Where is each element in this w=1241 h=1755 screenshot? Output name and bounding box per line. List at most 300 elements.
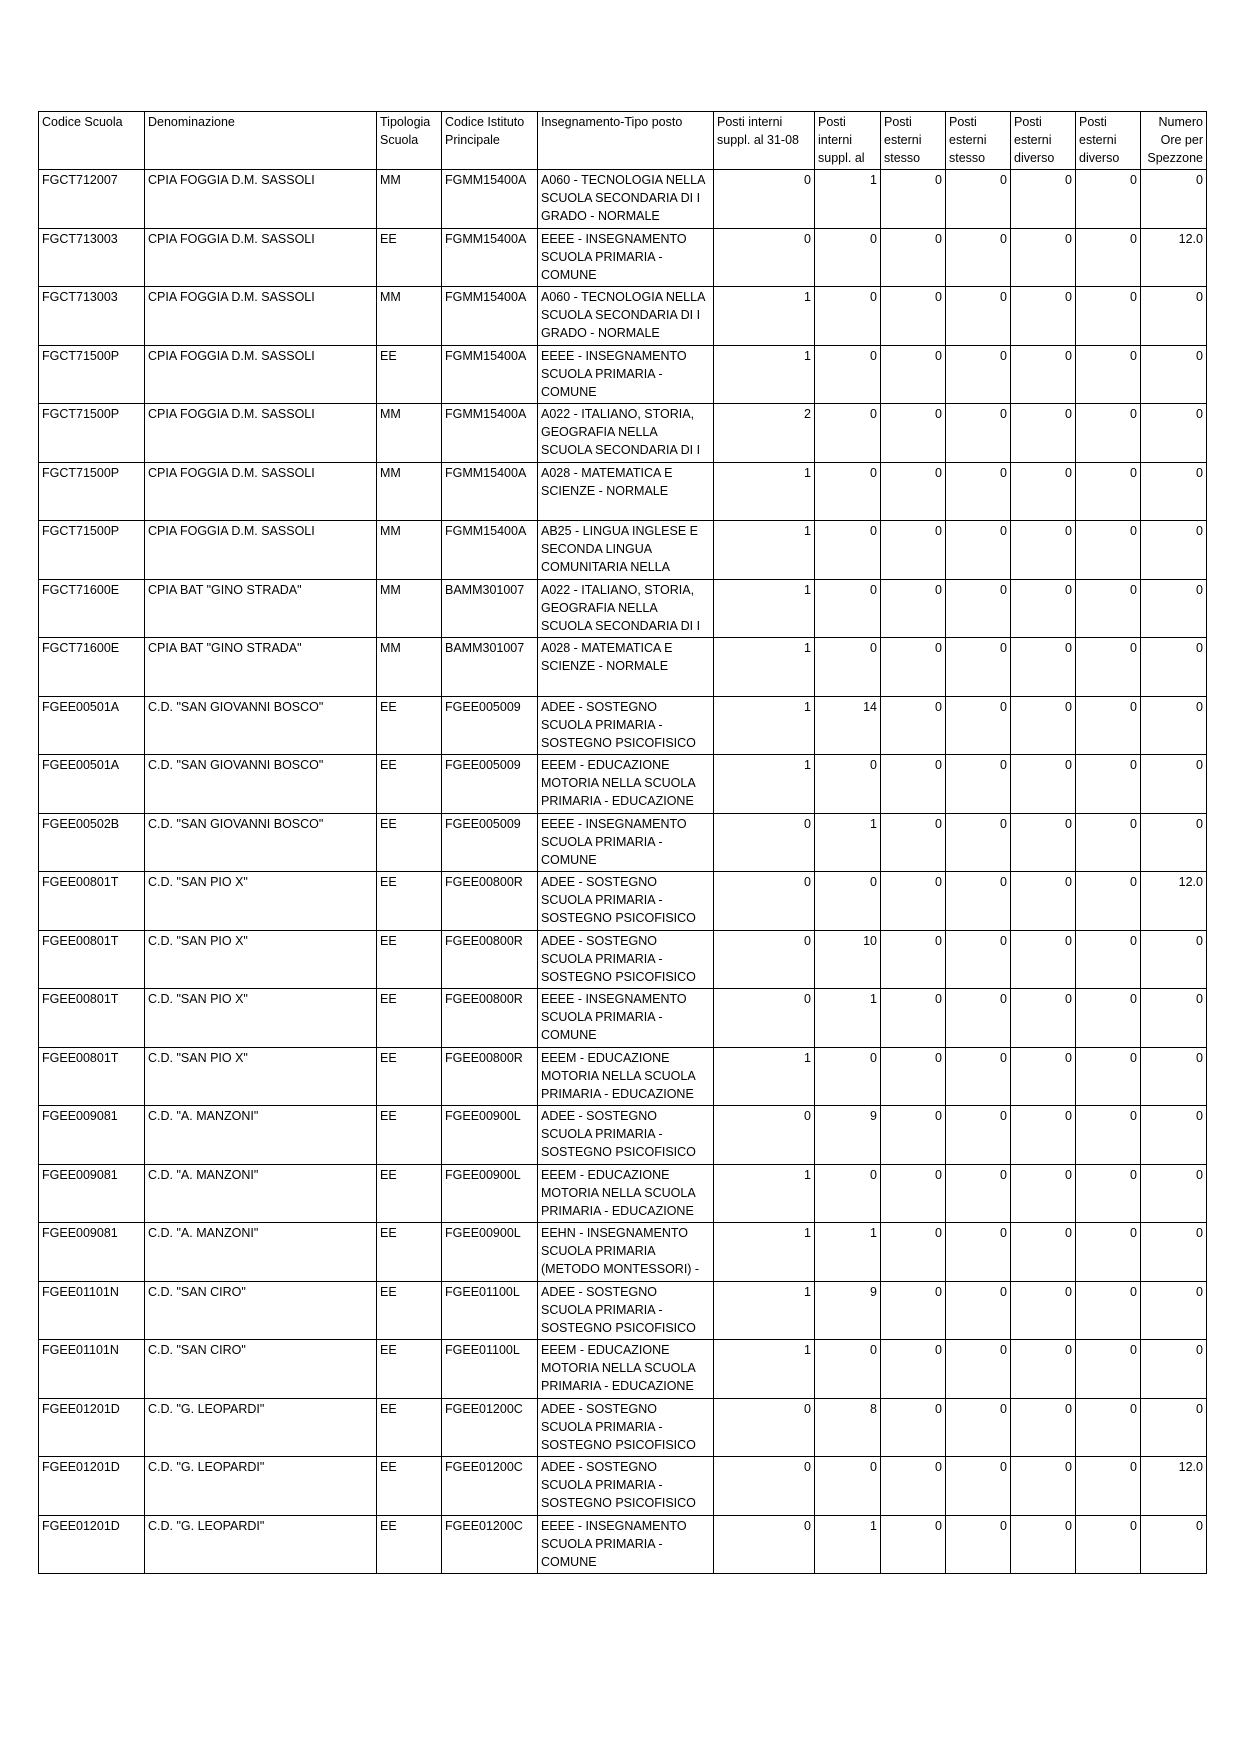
cell-value: CPIA FOGGIA D.M. SASSOLI: [148, 465, 315, 480]
cell-value: 0: [870, 407, 877, 421]
cell-esterni-diverso-1: [1011, 228, 1076, 287]
cell-value: 1: [870, 1226, 877, 1240]
cell-ore: [1141, 1515, 1207, 1574]
cell-istituto: [442, 579, 538, 638]
cell-value: C.D. "G. LEOPARDI": [148, 1460, 265, 1474]
cell-insegnamento: [538, 1457, 714, 1516]
cell-value: 1: [804, 1226, 811, 1240]
cell-value: 1: [870, 173, 877, 187]
cell-esterni-stesso-1: [881, 170, 946, 229]
cell-value: FGEE009081: [42, 1109, 118, 1123]
cell-value: FGCT712007: [42, 173, 118, 187]
cell-value: 0: [935, 524, 942, 538]
cell-value: CPIA FOGGIA D.M. SASSOLI: [148, 524, 315, 538]
cell-codice: [39, 1164, 145, 1223]
cell-esterni-stesso-1: [881, 872, 946, 931]
cell-interni-suppl-al: [815, 755, 881, 814]
cell-value: C.D. "SAN PIO X": [148, 875, 248, 889]
cell-tipologia: [377, 170, 442, 229]
cell-tipologia: [377, 1106, 442, 1165]
cell-interni-suppl: [714, 1340, 815, 1399]
cell-value: C.D. "SAN CIRO": [148, 1284, 246, 1299]
cell-value: EE: [380, 1460, 397, 1474]
cell-istituto: [442, 345, 538, 404]
table-row: [39, 579, 1207, 638]
cell-value: 0: [935, 1050, 942, 1065]
cell-value: C.D. "G. LEOPARDI": [148, 1518, 265, 1533]
cell-value: 1: [804, 524, 811, 538]
table-row: [39, 638, 1207, 697]
cell-value: 0: [1130, 1050, 1137, 1065]
cell-codice: [39, 170, 145, 229]
cell-tipologia: [377, 345, 442, 404]
cell-ore: [1141, 170, 1207, 229]
cell-value: EE: [380, 348, 397, 363]
cell-value: 0: [1000, 231, 1007, 246]
cell-ore: [1141, 579, 1207, 638]
cell-value: 0: [935, 1109, 942, 1123]
cell-value: 0: [935, 582, 942, 597]
cell-value: 1: [804, 1284, 811, 1299]
cell-esterni-stesso-2: [946, 521, 1011, 580]
cell-value: 0: [935, 699, 942, 714]
cell-value: FGEE01201D: [42, 1401, 120, 1416]
cell-esterni-stesso-2: [946, 930, 1011, 989]
cell-value: 0: [1130, 1460, 1137, 1474]
cell-denominazione: [145, 1340, 377, 1399]
cell-ore: [1141, 755, 1207, 814]
cell-value: 9: [870, 1109, 877, 1123]
cell-insegnamento: [538, 1223, 714, 1282]
cell-denominazione: [145, 813, 377, 872]
cell-codice: [39, 755, 145, 814]
cell-value: EE: [380, 231, 397, 246]
cell-insegnamento: [538, 521, 714, 580]
cell-interni-suppl: [714, 1281, 815, 1340]
cell-value: FGEE01201D: [42, 1518, 120, 1533]
cell-denominazione: [145, 638, 377, 697]
cell-value: 0: [1065, 992, 1072, 1006]
cell-insegnamento: [538, 345, 714, 404]
cell-value: 0: [1130, 1401, 1137, 1416]
cell-value: C.D. "SAN GIOVANNI BOSCO": [148, 816, 324, 831]
cell-value: FGEE01200C: [445, 1401, 523, 1416]
cell-value: EE: [380, 1050, 397, 1065]
cell-ore: [1141, 1340, 1207, 1399]
table-row: [39, 1398, 1207, 1457]
cell-value: EE: [380, 1226, 397, 1240]
cell-istituto: [442, 872, 538, 931]
cell-value: 0: [1130, 1284, 1137, 1299]
cell-denominazione: [145, 579, 377, 638]
cell-codice: [39, 1457, 145, 1516]
cell-value: FGEE00800R: [445, 933, 523, 948]
cell-insegnamento: [538, 1106, 714, 1165]
cell-denominazione: [145, 404, 377, 463]
cell-interni-suppl-al: [815, 813, 881, 872]
cell-value: 0: [1130, 407, 1137, 421]
cell-tipologia: [377, 521, 442, 580]
cell-esterni-diverso-2: [1076, 287, 1141, 346]
cell-denominazione: [145, 872, 377, 931]
cell-value: MM: [380, 465, 401, 480]
cell-value: CPIA FOGGIA D.M. SASSOLI: [148, 407, 315, 421]
cell-value: 0: [935, 290, 942, 304]
cell-value: 0: [804, 1518, 811, 1533]
cell-value: BAMM301007: [445, 582, 525, 597]
cell-codice: [39, 1515, 145, 1574]
cell-value: 1: [804, 348, 811, 363]
cell-value: FGEE01100L: [445, 1343, 520, 1357]
cell-value: 0: [1065, 933, 1072, 948]
cell-value: FGEE01201D: [42, 1460, 120, 1474]
cell-interni-suppl: [714, 872, 815, 931]
cell-value: ADEE - SOSTEGNO SCUOLA PRIMARIA - SOSTEGNO PSICOFISICO: [541, 1401, 696, 1452]
cell-value: 0: [1000, 875, 1007, 889]
cell-tipologia: [377, 930, 442, 989]
cell-value: 0: [870, 231, 877, 246]
cell-esterni-stesso-2: [946, 755, 1011, 814]
cell-interni-suppl: [714, 1515, 815, 1574]
column-header-denominazione: Denominazione: [145, 112, 377, 170]
cell-value: 0: [1065, 1167, 1072, 1182]
cell-ore: [1141, 521, 1207, 580]
cell-esterni-diverso-1: [1011, 1106, 1076, 1165]
table-row: [39, 813, 1207, 872]
cell-istituto: [442, 404, 538, 463]
cell-value: EEEE - INSEGNAMENTO SCUOLA PRIMARIA - COMUNE: [541, 816, 687, 867]
column-header-insegnamento: Insegnamento-Tipo posto: [538, 112, 714, 170]
cell-ore: [1141, 404, 1207, 463]
cell-value: 0: [1065, 231, 1072, 246]
cell-value: 0: [1196, 1050, 1203, 1065]
cell-value: 0: [1065, 1226, 1072, 1240]
cell-value: MM: [380, 290, 401, 304]
cell-value: BAMM301007: [445, 641, 525, 655]
table-row: [39, 1106, 1207, 1165]
cell-value: EEEE - INSEGNAMENTO SCUOLA PRIMARIA - COMUNE: [541, 992, 687, 1042]
cell-interni-suppl: [714, 1106, 815, 1165]
cell-insegnamento: [538, 696, 714, 755]
cell-value: 0: [1000, 641, 1007, 655]
cell-value: 0: [1130, 173, 1137, 187]
cell-interni-suppl: [714, 638, 815, 697]
cell-insegnamento: [538, 1047, 714, 1106]
cell-ore: [1141, 1047, 1207, 1106]
cell-value: 0: [1000, 465, 1007, 480]
cell-value: 0: [1065, 1518, 1072, 1533]
cell-esterni-stesso-1: [881, 1457, 946, 1516]
cell-value: 12.0: [1178, 1460, 1203, 1474]
cell-value: ADEE - SOSTEGNO SCUOLA PRIMARIA - SOSTEGNO PSICOFISICO: [541, 1284, 696, 1335]
cell-esterni-stesso-2: [946, 1340, 1011, 1399]
cell-istituto: [442, 1398, 538, 1457]
cell-interni-suppl: [714, 170, 815, 229]
cell-value: FGEE009081: [42, 1167, 118, 1182]
cell-esterni-diverso-2: [1076, 1223, 1141, 1282]
cell-value: 12.0: [1178, 875, 1203, 889]
cell-interni-suppl: [714, 579, 815, 638]
cell-insegnamento: [538, 1398, 714, 1457]
cell-value: EE: [380, 1401, 397, 1416]
cell-insegnamento: [538, 813, 714, 872]
cell-value: A060 - TECNOLOGIA NELLA SCUOLA SECONDARIA DI I GRADO - NORMALE: [541, 290, 705, 340]
cell-esterni-diverso-1: [1011, 1398, 1076, 1457]
cell-interni-suppl: [714, 1223, 815, 1282]
cell-tipologia: [377, 1281, 442, 1340]
cell-esterni-diverso-1: [1011, 813, 1076, 872]
cell-value: 0: [1130, 1167, 1137, 1182]
cell-value: 0: [804, 875, 811, 889]
cell-ore: [1141, 989, 1207, 1048]
cell-value: 0: [935, 173, 942, 187]
cell-ore: [1141, 462, 1207, 521]
cell-interni-suppl: [714, 404, 815, 463]
cell-value: 0: [1196, 582, 1203, 597]
cell-value: C.D. "SAN PIO X": [148, 933, 248, 948]
cell-value: MM: [380, 641, 401, 655]
cell-value: CPIA BAT "GINO STRADA": [148, 641, 302, 655]
cell-esterni-diverso-1: [1011, 579, 1076, 638]
cell-tipologia: [377, 872, 442, 931]
cell-interni-suppl: [714, 1164, 815, 1223]
cell-value: 0: [1196, 933, 1203, 948]
cell-interni-suppl-al: [815, 287, 881, 346]
column-header-ore: Numero Ore per Spezzone: [1141, 112, 1207, 170]
cell-interni-suppl: [714, 989, 815, 1048]
header-row: [39, 112, 1207, 170]
cell-value: 0: [1065, 290, 1072, 304]
cell-esterni-diverso-1: [1011, 1047, 1076, 1106]
cell-value: FGMM15400A: [445, 524, 527, 538]
cell-value: 0: [1000, 699, 1007, 714]
cell-interni-suppl: [714, 1457, 815, 1516]
cell-esterni-stesso-2: [946, 696, 1011, 755]
cell-codice: [39, 579, 145, 638]
cell-esterni-diverso-2: [1076, 1340, 1141, 1399]
column-header-esterni-stesso-2: Posti esterni stesso: [946, 112, 1011, 170]
cell-value: 0: [1065, 875, 1072, 889]
cell-esterni-diverso-2: [1076, 813, 1141, 872]
cell-esterni-stesso-2: [946, 404, 1011, 463]
cell-value: FGEE01200C: [445, 1518, 523, 1533]
cell-denominazione: [145, 228, 377, 287]
cell-esterni-diverso-1: [1011, 1457, 1076, 1516]
cell-value: 0: [1065, 582, 1072, 597]
cell-esterni-stesso-2: [946, 345, 1011, 404]
cell-codice: [39, 1223, 145, 1282]
cell-value: 0: [1065, 1343, 1072, 1357]
cell-value: CPIA FOGGIA D.M. SASSOLI: [148, 231, 315, 246]
cell-insegnamento: [538, 462, 714, 521]
table-row: [39, 1340, 1207, 1399]
cell-tipologia: [377, 1398, 442, 1457]
column-header-interni-suppl-al: Posti interni suppl. al: [815, 112, 881, 170]
cell-value: FGEE00801T: [42, 992, 119, 1006]
cell-esterni-stesso-1: [881, 638, 946, 697]
cell-value: FGMM15400A: [445, 231, 527, 246]
cell-esterni-stesso-1: [881, 521, 946, 580]
cell-value: EE: [380, 1109, 397, 1123]
cell-value: 0: [870, 465, 877, 480]
cell-value: MM: [380, 407, 401, 421]
cell-denominazione: [145, 170, 377, 229]
cell-value: 0: [1130, 1109, 1137, 1123]
cell-value: C.D. "SAN CIRO": [148, 1343, 246, 1357]
table-row: [39, 989, 1207, 1048]
cell-value: 8: [870, 1401, 877, 1416]
cell-interni-suppl-al: [815, 1047, 881, 1106]
cell-value: 1: [804, 758, 811, 772]
posti-table-container: [38, 111, 1207, 1574]
cell-value: 0: [1196, 290, 1203, 304]
cell-value: MM: [380, 582, 401, 597]
cell-value: C.D. "SAN PIO X": [148, 992, 248, 1006]
cell-value: 0: [1196, 699, 1203, 714]
cell-value: 0: [804, 1401, 811, 1416]
cell-value: EE: [380, 1167, 397, 1182]
cell-value: 0: [1196, 992, 1203, 1006]
column-header-interni-suppl: Posti interni suppl. al 31-08: [714, 112, 815, 170]
cell-value: 0: [804, 1460, 811, 1474]
cell-codice: [39, 345, 145, 404]
cell-interni-suppl-al: [815, 404, 881, 463]
cell-esterni-stesso-2: [946, 1047, 1011, 1106]
cell-value: FGCT71500P: [42, 465, 120, 480]
cell-value: 0: [804, 933, 811, 948]
cell-esterni-stesso-1: [881, 579, 946, 638]
cell-insegnamento: [538, 872, 714, 931]
cell-esterni-diverso-1: [1011, 1340, 1076, 1399]
cell-interni-suppl: [714, 813, 815, 872]
cell-interni-suppl: [714, 462, 815, 521]
cell-ore: [1141, 1106, 1207, 1165]
cell-value: 0: [1000, 1343, 1007, 1357]
cell-esterni-stesso-1: [881, 930, 946, 989]
cell-value: 0: [1000, 992, 1007, 1006]
cell-esterni-stesso-2: [946, 228, 1011, 287]
cell-esterni-diverso-1: [1011, 755, 1076, 814]
cell-value: EEHN - INSEGNAMENTO SCUOLA PRIMARIA (METODO MONTESSORI) -: [541, 1226, 700, 1276]
cell-istituto: [442, 1047, 538, 1106]
cell-interni-suppl-al: [815, 521, 881, 580]
table-body: [39, 170, 1207, 1574]
cell-value: EE: [380, 933, 397, 948]
cell-value: 0: [870, 1167, 877, 1182]
cell-value: FGEE00800R: [445, 1050, 523, 1065]
cell-value: FGEE01200C: [445, 1460, 523, 1474]
cell-value: 1: [870, 816, 877, 831]
cell-esterni-diverso-1: [1011, 1164, 1076, 1223]
cell-value: CPIA FOGGIA D.M. SASSOLI: [148, 173, 315, 187]
cell-value: EE: [380, 758, 397, 772]
cell-istituto: [442, 989, 538, 1048]
cell-tipologia: [377, 1164, 442, 1223]
cell-ore: [1141, 1281, 1207, 1340]
cell-istituto: [442, 170, 538, 229]
cell-value: 0: [1130, 348, 1137, 363]
cell-value: 1: [870, 992, 877, 1006]
cell-value: FGEE009081: [42, 1226, 118, 1240]
cell-value: FGEE005009: [445, 699, 521, 714]
cell-denominazione: [145, 1457, 377, 1516]
cell-esterni-stesso-1: [881, 1340, 946, 1399]
cell-ore: [1141, 638, 1207, 697]
cell-value: 0: [1130, 231, 1137, 246]
cell-value: FGEE00801T: [42, 875, 119, 889]
cell-esterni-diverso-1: [1011, 521, 1076, 580]
cell-esterni-stesso-2: [946, 1106, 1011, 1165]
cell-esterni-diverso-2: [1076, 1106, 1141, 1165]
cell-value: 0: [1065, 407, 1072, 421]
cell-esterni-stesso-1: [881, 228, 946, 287]
cell-value: 14: [863, 699, 877, 714]
cell-value: 0: [1196, 816, 1203, 831]
cell-esterni-diverso-2: [1076, 696, 1141, 755]
cell-interni-suppl-al: [815, 1223, 881, 1282]
cell-value: 0: [1065, 524, 1072, 538]
cell-esterni-stesso-2: [946, 1223, 1011, 1282]
cell-value: 0: [1196, 465, 1203, 480]
cell-esterni-diverso-2: [1076, 345, 1141, 404]
cell-ore: [1141, 930, 1207, 989]
cell-value: ADEE - SOSTEGNO SCUOLA PRIMARIA - SOSTEGNO PSICOFISICO: [541, 1109, 696, 1159]
cell-value: 0: [1065, 758, 1072, 772]
cell-value: C.D. "A. MANZONI": [148, 1167, 259, 1182]
cell-esterni-stesso-1: [881, 989, 946, 1048]
cell-value: 0: [1196, 1284, 1203, 1299]
cell-ore: [1141, 1457, 1207, 1516]
cell-value: 0: [1196, 1343, 1203, 1357]
cell-value: 0: [1196, 1167, 1203, 1182]
cell-value: FGCT71600E: [42, 582, 120, 597]
cell-codice: [39, 228, 145, 287]
cell-esterni-diverso-2: [1076, 462, 1141, 521]
cell-istituto: [442, 696, 538, 755]
cell-value: 0: [870, 1343, 877, 1357]
cell-value: ADEE - SOSTEGNO SCUOLA PRIMARIA - SOSTEGNO PSICOFISICO: [541, 1460, 696, 1510]
cell-esterni-diverso-2: [1076, 872, 1141, 931]
cell-interni-suppl-al: [815, 1398, 881, 1457]
cell-esterni-diverso-2: [1076, 228, 1141, 287]
cell-value: 0: [870, 348, 877, 363]
cell-value: 0: [804, 231, 811, 246]
cell-value: 1: [804, 465, 811, 480]
cell-insegnamento: [538, 228, 714, 287]
cell-esterni-diverso-1: [1011, 170, 1076, 229]
cell-value: 0: [1130, 524, 1137, 538]
cell-value: 0: [1000, 758, 1007, 772]
cell-denominazione: [145, 1515, 377, 1574]
cell-value: 0: [1000, 933, 1007, 948]
table-row: [39, 872, 1207, 931]
cell-interni-suppl-al: [815, 462, 881, 521]
cell-insegnamento: [538, 579, 714, 638]
cell-esterni-stesso-2: [946, 462, 1011, 521]
cell-esterni-stesso-1: [881, 1281, 946, 1340]
cell-value: FGCT713003: [42, 231, 118, 246]
cell-codice: [39, 1047, 145, 1106]
cell-value: FGMM15400A: [445, 465, 527, 480]
cell-value: 0: [1196, 1401, 1203, 1416]
cell-value: FGMM15400A: [445, 290, 527, 304]
cell-esterni-diverso-2: [1076, 1457, 1141, 1516]
cell-interni-suppl-al: [815, 696, 881, 755]
column-header-codice: Codice Scuola: [39, 112, 145, 170]
cell-value: 0: [804, 816, 811, 831]
cell-istituto: [442, 813, 538, 872]
cell-esterni-stesso-1: [881, 813, 946, 872]
